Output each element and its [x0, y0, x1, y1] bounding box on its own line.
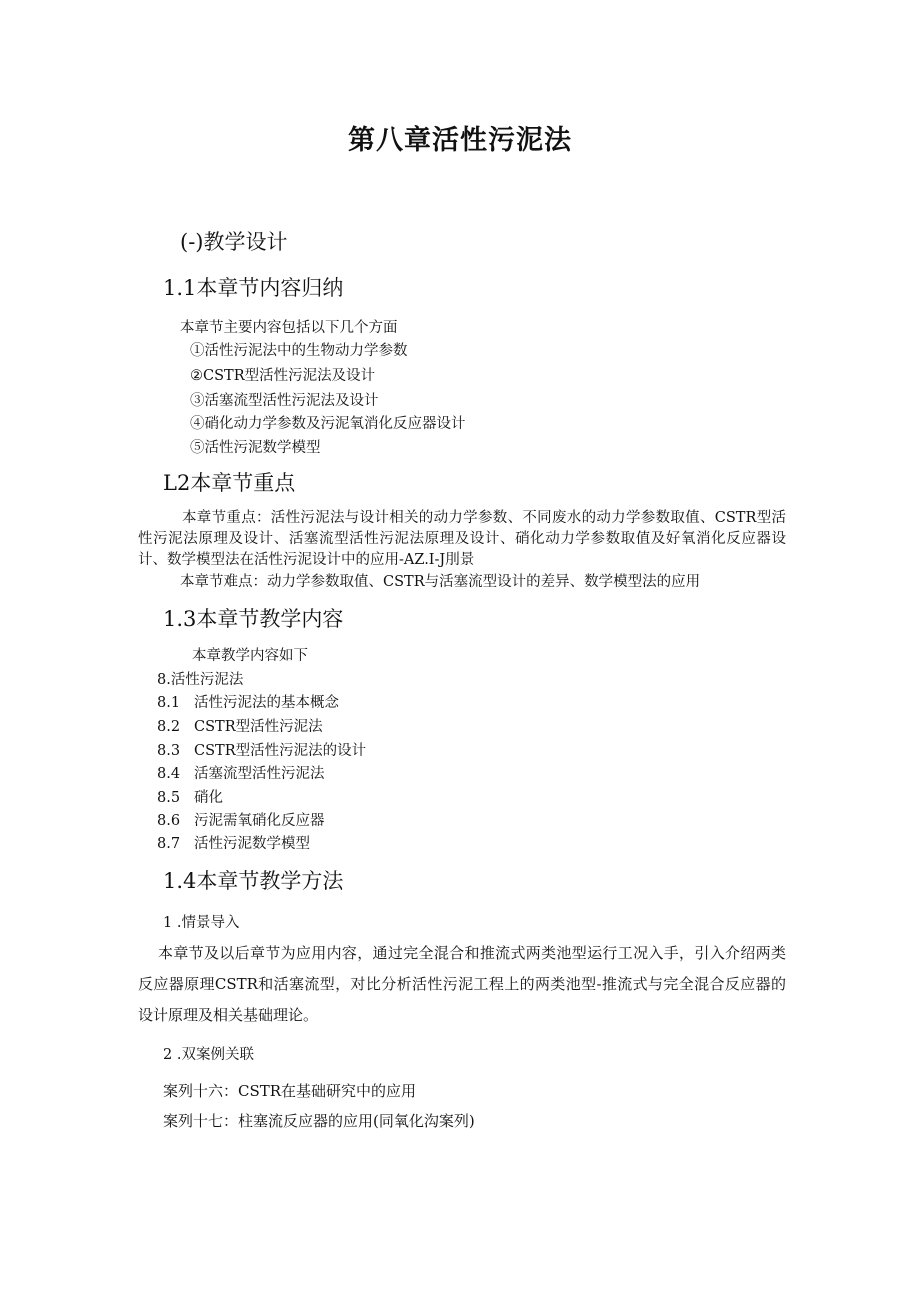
section-1-4-heading: 1.4本章节教学方法 [163, 869, 344, 893]
item-text: CSTR型活性污泥法 [194, 719, 323, 735]
item-number: 8.2 [157, 719, 181, 735]
item-text: 硝化 [194, 790, 223, 806]
section-1-3-heading: 1.3本章节教学内容 [163, 607, 344, 631]
item-text: 活塞流型活性污泥法 [194, 766, 325, 782]
section-1-1-intro: 本章节主要内容包括以下几个方面 [180, 320, 398, 336]
list-item [157, 809, 325, 830]
item-text: CSTR型活性污泥法的设计 [194, 743, 367, 759]
chapter-title: 8.活性污泥法 [157, 672, 244, 688]
section-1-2-heading: L2本章节重点 [163, 471, 296, 495]
list-item [157, 832, 310, 853]
item-text: 活性污泥法的基本概念 [194, 695, 339, 711]
section-1-3-intro: 本章教学内容如下 [192, 648, 308, 664]
section-1-1-heading: 1.1本章节内容归纳 [163, 276, 344, 300]
method-1-label: 1 .情景导入 [163, 915, 240, 931]
list-item [157, 739, 366, 760]
item-number: 8.5 [157, 790, 181, 806]
item-text: 活性污泥数学模型 [194, 836, 310, 852]
item-number: 8.7 [157, 836, 181, 852]
page-title: 第八章活性污泥法 [348, 125, 572, 156]
list-item: ⑤活性污泥数学模型 [190, 440, 321, 456]
key-points-paragraph: 本章节重点：活性污泥法与设计相关的动力学参数、不同废水的动力学参数取值、CSTR型活性污泥法原理及设计、活塞流型活性污泥法原理及设计、硝化动力学参数取值及好氧消化反应器设计、数学模型法在活性污泥设计中的应用-AZ.I-J刖景 [138, 510, 786, 568]
item-text: 污泥需氧硝化反应器 [194, 813, 325, 829]
item-number: 8.6 [157, 813, 181, 829]
method-1-paragraph: 本章节及以后章节为应用内容，通过完全混合和推流式两类池型运行工况入手，引入介绍两类反应器原理CSTR和活塞流型，对比分析活性污泥工程上的两类池型-推流式与完全混合反应器的设计原理及相关基础理论。 [138, 944, 786, 1024]
list-item: ①活性污泥法中的生物动力学参数 [190, 343, 408, 359]
item-number: 8.3 [157, 743, 181, 759]
list-item [157, 762, 325, 783]
method-2-label: 2 .双案例关联 [163, 1047, 254, 1063]
list-item: ④硝化动力学参数及污泥氧消化反应器设计 [190, 416, 466, 432]
case-17: 案列十七：柱塞流反应器的应用(同氧化沟案列) [163, 1112, 475, 1130]
item-number: 8.1 [157, 695, 181, 711]
list-item: ③活塞流型活性污泥法及设计 [190, 393, 379, 409]
list-item [157, 786, 223, 807]
case-16: 案列十六：CSTR在基础研究中的应用 [163, 1082, 417, 1100]
item-number: 8.4 [157, 766, 181, 782]
list-item [157, 691, 339, 712]
difficulties-paragraph: 本章节难点：动力学参数取值、CSTR与活塞流型设计的差异、数学模型法的应用 [180, 574, 701, 590]
list-item: ②CSTR型活性污泥法及设计 [190, 368, 376, 384]
list-item [157, 715, 323, 736]
part-heading: (-)教学设计 [180, 230, 288, 254]
